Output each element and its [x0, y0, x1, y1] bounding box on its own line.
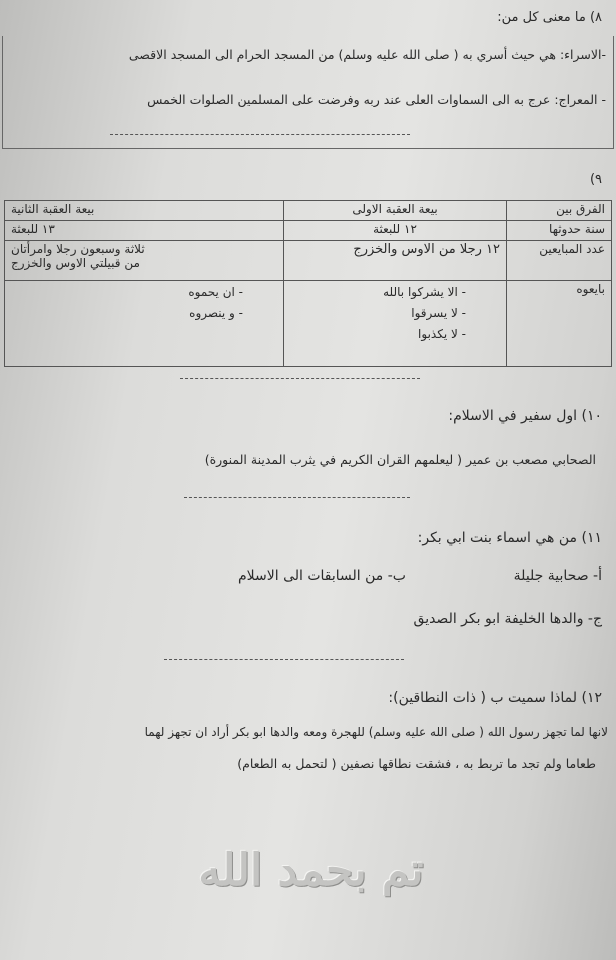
q10-title: ١٠) اول سفير في الاسلام: [448, 408, 602, 424]
closing-calligraphy: تم بحمد الله [198, 845, 424, 896]
q10-answer: الصحابي مصعب بن عمير ( ليعلمهم القران الكريم في يثرب المدينة المنورة) [204, 452, 596, 467]
table-cell-line: - ان يحموه [188, 285, 243, 299]
q9-number: ٩) [589, 172, 602, 187]
q9-answer-line [180, 378, 420, 379]
table-cell-line: - لا يكذبوا [418, 327, 466, 341]
table-cell [284, 281, 507, 367]
q11-option-b: ب- من السابقات الى الاسلام [238, 568, 406, 584]
q8-isra: -الاسراء: هي حيث أسري به ( صلى الله عليه وسلم) من المسجد الحرام الى المسجد الاقصى [128, 47, 606, 62]
q11-title: ١١) من هي اسماء بنت ابي بكر: [417, 530, 602, 546]
q12-title: ١٢) لماذا سميت ب ( ذات النطاقين): [388, 690, 602, 706]
table-cell: سنة حدوثها [507, 221, 612, 241]
table-cell: بايعوه [507, 281, 612, 367]
table-row [5, 241, 612, 281]
table-cell-line: - و ينصروه [189, 306, 243, 320]
table-cell-line: - الا يشركوا بالله [383, 285, 466, 299]
q12-line2: طعاما ولم تجد ما تربط به ، فشقت نطاقها نصفين ( لتحمل به الطعام) [237, 756, 596, 771]
table-cell-line: - لا يسرقوا [411, 306, 466, 320]
q8-miraj: - المعراج: عرج به الى السماوات العلى عند ربه وفرضت على المسلمين الصلوات الخمس [147, 92, 606, 107]
table-row [5, 201, 612, 221]
table-header-second: بيعة العقبة الثانية [5, 201, 284, 221]
q8-answer-line [110, 134, 410, 135]
table-cell: ١٢ رجلا من الاوس والخزرج [284, 241, 507, 281]
q11-option-a: أ- صحابية جليلة [513, 568, 602, 584]
q10-answer-line [184, 497, 410, 498]
table-cell: عدد المبايعين [507, 241, 612, 281]
table-header-first: بيعة العقبة الاولى [284, 201, 507, 221]
table-row [5, 281, 612, 367]
comparison-table [4, 200, 612, 367]
table-header-label: الفرق بين [507, 201, 612, 221]
table-cell [5, 281, 284, 367]
table-cell [5, 241, 284, 281]
table-cell: ١٢ للبعثة [284, 221, 507, 241]
q11-option-c: ج- والدها الخليفة ابو بكر الصديق [413, 611, 602, 627]
table-cell: ١٣ للبعثة [5, 221, 284, 241]
q11-answer-line [164, 659, 404, 660]
table-cell-line: من قبيلتي الاوس والخزرج [11, 256, 140, 270]
q8-title: ٨) ما معنى كل من: [497, 10, 602, 25]
q12-line1: لانها لما تجهز رسول الله ( صلى الله عليه وسلم) للهجرة ومعه والدها ابو بكر أراد ان تجهز لهما [144, 725, 608, 739]
table-row [5, 221, 612, 241]
table-cell-line: ثلاثة وسبعون رجلا وامرأتان [11, 242, 145, 256]
